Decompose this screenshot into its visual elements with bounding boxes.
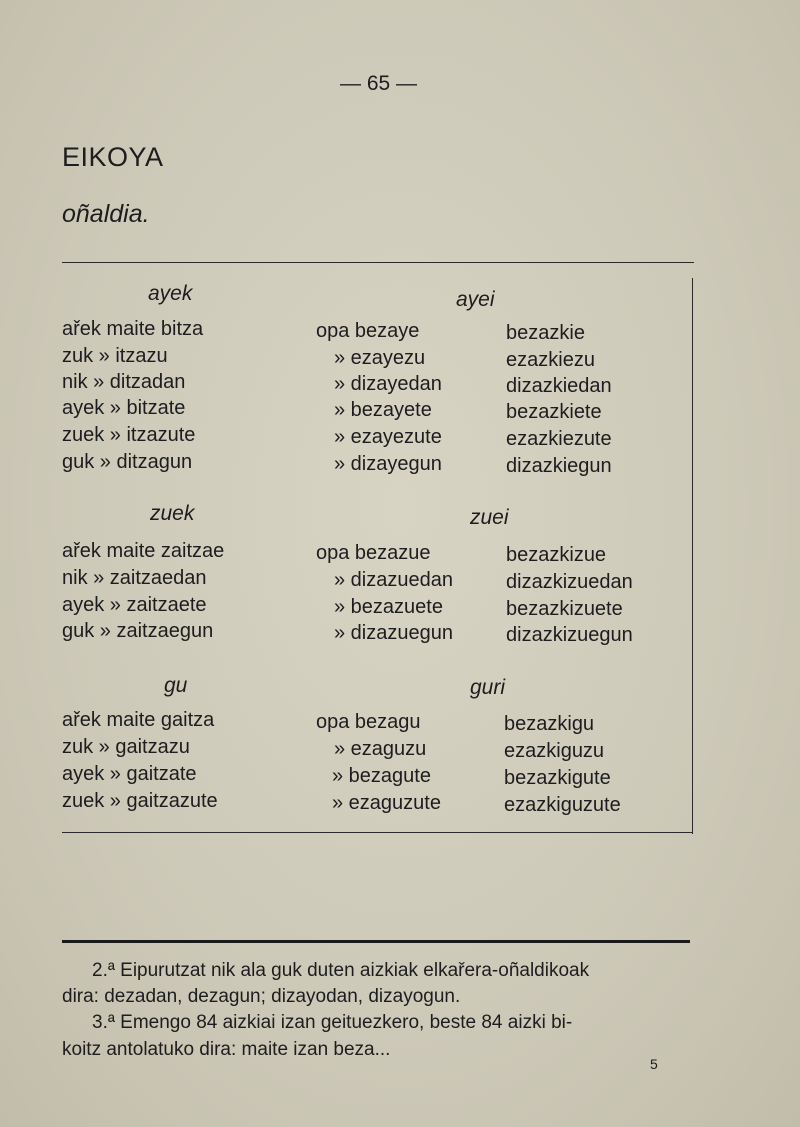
table-cell: bezazkizue [506, 544, 607, 566]
table-cell: dizazkiegun [506, 455, 612, 477]
printer-signature: 5 [650, 1056, 658, 1072]
table-cell: ayek » gaitzate [62, 763, 197, 785]
table-cell: ařek maite bitza [62, 318, 204, 340]
table-cell: opa bezagu [316, 711, 421, 733]
table-cell: ezazkiezu [506, 349, 595, 371]
table-cell: » bezayete [334, 399, 432, 421]
page-title: EIKOYA [62, 142, 164, 172]
table-cell: » bezazuete [334, 596, 443, 618]
table-cell: ayek » bitzate [62, 397, 186, 419]
footnote-2-line-2: dira: dezadan, dezagun; dizayodan, dizayogun. [62, 986, 461, 1007]
section-head-right: guri [470, 676, 506, 699]
table-cell: opa bezazue [316, 542, 431, 564]
table-cell: » ezayezute [334, 426, 442, 448]
table-cell: » dizazuegun [334, 622, 453, 644]
section-head-left: gu [164, 674, 188, 697]
table-cell: zuk » gaitzazu [62, 736, 190, 758]
footnote-3-line-2: koitz antolatuko dira: maite izan beza... [62, 1039, 391, 1060]
table-cell: dizazkiedan [506, 375, 612, 397]
footnote-rule [62, 940, 690, 943]
table-bottom-rule [62, 832, 692, 833]
table-cell: ezazkiezute [506, 428, 612, 450]
table-cell: » ezaguzu [334, 738, 427, 760]
table-cell: bezazkigu [504, 713, 595, 735]
table-cell: » ezaguzute [332, 792, 441, 814]
page-number: — 65 — [340, 72, 418, 95]
table-cell: » dizayedan [334, 373, 442, 395]
table-cell: nik » ditzadan [62, 371, 186, 393]
table-cell: bezazkizuete [506, 598, 623, 620]
table-cell: ařek maite zaitzae [62, 540, 225, 562]
table-cell: » ezayezu [334, 347, 426, 369]
footnote-3-line-1: 3.ª Emengo 84 aizkiai izan geituezkero, beste 84 aizki bi- [92, 1012, 573, 1033]
table-cell: guk » ditzagun [62, 451, 193, 473]
section-head-left: ayek [148, 282, 193, 305]
table-cell: bezazkigute [504, 767, 611, 789]
table-cell: ezazkiguzute [504, 794, 621, 816]
table-cell: ayek » zaitzaete [62, 594, 207, 616]
table-cell: ezazkiguzu [504, 740, 605, 762]
section-head-right: zuei [470, 506, 509, 529]
table-cell: nik » zaitzaedan [62, 567, 207, 589]
table-cell: » dizazuedan [334, 569, 453, 591]
table-cell: opa bezaye [316, 320, 420, 342]
section-head-left: zuek [150, 502, 195, 525]
table-cell: » dizayegun [334, 453, 442, 475]
section-head-right: ayei [456, 288, 495, 311]
table-cell: zuk » itzazu [62, 345, 168, 367]
table-cell: bezazkiete [506, 401, 602, 423]
footnote-2-line-1: 2.ª Eipurutzat nik ala guk duten aizkiak elkařera-oñaldikoak [92, 960, 590, 981]
table-cell: guk » zaitzaegun [62, 620, 214, 642]
page-subtitle: oñaldia. [62, 200, 150, 228]
table-cell: » bezagute [332, 765, 431, 787]
table-cell: zuek » gaitzazute [62, 790, 218, 812]
table-right-rule [692, 278, 693, 834]
table-cell: zuek » itzazute [62, 424, 196, 446]
table-cell: dizazkizuegun [506, 624, 633, 646]
table-cell: dizazkizuedan [506, 571, 633, 593]
table-cell: ařek maite gaitza [62, 709, 215, 731]
table-top-rule [62, 262, 694, 263]
table-cell: bezazkie [506, 322, 585, 344]
